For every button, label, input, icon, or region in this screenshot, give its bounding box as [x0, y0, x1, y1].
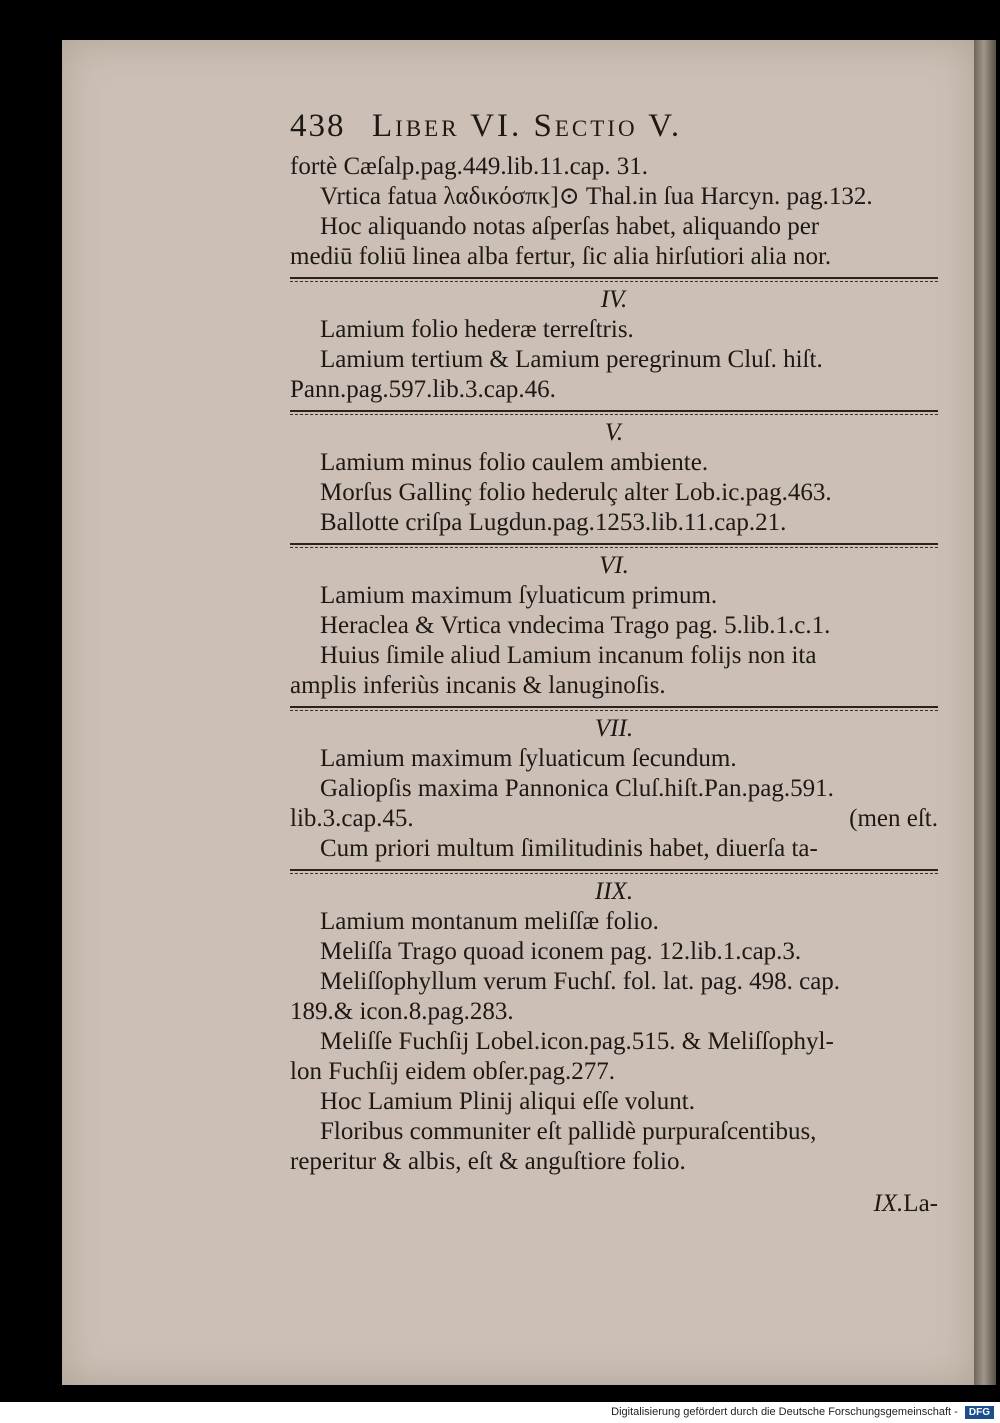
section-numeral: V. [604, 419, 624, 446]
text-line: Floribus communiter eſt pallidè purpuraſcentibus, [320, 1118, 817, 1145]
text-line: Vrtica fatua λαδικόσπκ]⊙ Thal.in ſua Harcyn. pag.132. [320, 183, 873, 210]
text-line [290, 804, 938, 834]
text-line: Ballotte criſpa Lugdun.pag.1253.lib.11.cap.21. [320, 509, 787, 536]
text-line: fortè Cæſalp.pag.449.lib.11.cap. 31. [290, 153, 649, 180]
body-text [290, 152, 938, 1177]
text-line: Lamium folio hederæ terreſtris. [320, 316, 634, 343]
text-line: 189.& icon.8.pag.283. [290, 998, 514, 1025]
text-line: Heraclea & Vrtica vndecima Trago pag. 5.lib.1.c.1. [320, 612, 831, 639]
text-line: Huius ſimile aliud Lamium incanum folijs non ita [320, 642, 817, 669]
text-line: Meliſſe Fuchſij Lobel.icon.pag.515. & Meliſſophyl- [320, 1028, 834, 1055]
page-text [290, 108, 938, 1219]
text-line: Lamium maximum ſyluaticum primum. [320, 582, 718, 609]
text-line: Lamium minus folio caulem ambiente. [320, 449, 709, 476]
section-numeral: VI. [599, 552, 629, 579]
text-line: Cum priori multum ſimilitudinis habet, diuerſa ta- [320, 835, 818, 862]
text-line: Lamium montanum meliſſæ folio. [320, 908, 659, 935]
page-header [290, 108, 938, 152]
section-numeral: IIX. [594, 878, 634, 905]
text-line-right: (men eſt. [849, 805, 938, 832]
text-line: mediū foliū linea alba fertur, ſic alia hirſutiori alia nor. [290, 243, 832, 270]
section-numeral: VII. [594, 715, 634, 742]
text-line: Lamium tertium & Lamium peregrinum Cluſ. hiſt. [320, 346, 823, 373]
section-rule [290, 869, 938, 874]
text-line: Meliſſophyllum verum Fuchſ. fol. lat. pag. 498. cap. [320, 968, 841, 995]
footer-text: Digitalisierung gefördert durch die Deutsche Forschungsgemeinschaft - [611, 1406, 958, 1418]
text-line: Lamium maximum ſyluaticum ſecundum. [320, 745, 737, 772]
digitization-footer [0, 1402, 1000, 1423]
text-line: reperitur & albis, eſt & anguſtiore folio. [290, 1148, 686, 1175]
text-line: amplis inferiùs incanis & lanuginoſis. [290, 672, 666, 699]
catchword-numeral: IX. [873, 1190, 904, 1217]
text-line: Pann.pag.597.lib.3.cap.46. [290, 376, 556, 403]
section-numeral: IV. [600, 286, 628, 313]
text-line: lon Fuchſij eidem obſer.pag.277. [290, 1058, 615, 1085]
running-title: Liber VI. Sectio V. [372, 108, 683, 144]
section-rule [290, 277, 938, 282]
text-line: Hoc aliquando notas aſperſas habet, aliquando per [320, 213, 820, 240]
page-number: 438 [290, 108, 346, 144]
page-edge [974, 40, 996, 1385]
section-rule [290, 410, 938, 415]
dfg-logo: DFG [965, 1406, 994, 1419]
text-line-left: lib.3.cap.45. [290, 805, 414, 832]
section-rule [290, 706, 938, 711]
text-line: Galiopſis maxima Pannonica Cluſ.hiſt.Pan.pag.591. [320, 775, 834, 802]
section-rule [290, 543, 938, 548]
catchword-word: La- [903, 1190, 938, 1217]
catchword [290, 1189, 938, 1219]
text-line: Meliſſa Trago quoad iconem pag. 12.lib.1.cap.3. [320, 938, 802, 965]
text-line: Hoc Lamium Plinij aliqui eſſe volunt. [320, 1088, 695, 1115]
text-line: Morſus Gallinç folio hederulç alter Lob.ic.pag.463. [320, 479, 832, 506]
